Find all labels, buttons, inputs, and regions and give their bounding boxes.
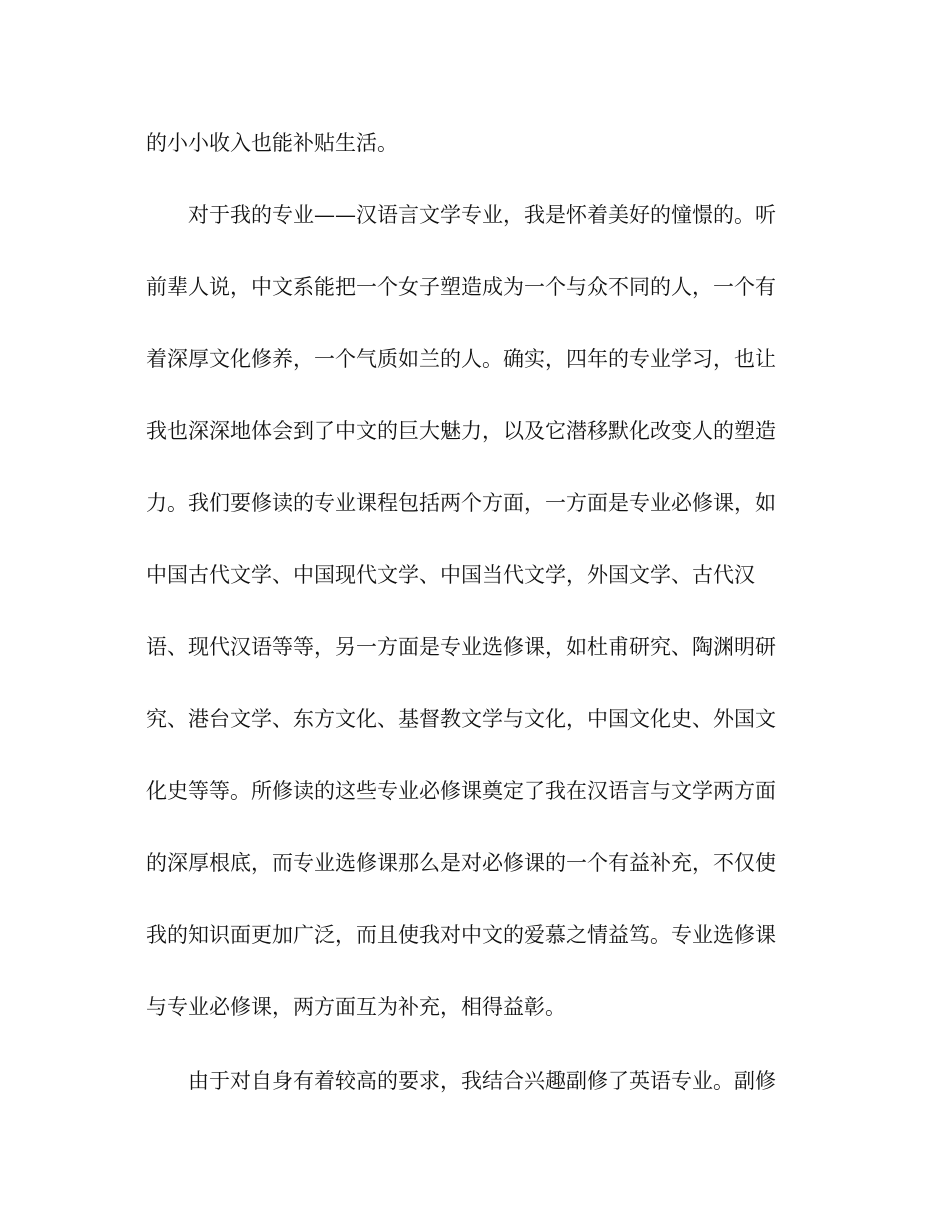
text-line-3: 前辈人说，中文系能把一个女子塑造成为一个与众不同的人，一个有 [146,275,776,299]
text-line-9: 究、港台文学、东方文化、基督教文学与文化，中国文化史、外国文 [146,707,776,731]
text-line-8: 语、现代汉语等等，另一方面是专业选修课，如杜甫研究、陶渊明研 [146,635,776,659]
text-line-12: 我的知识面更加广泛，而且使我对中文的爱慕之情益笃。专业选修课 [146,923,776,947]
text-line-1: 的小小收入也能补贴生活。 [146,131,398,155]
text-line-11: 的深厚根底，而专业选修课那么是对必修课的一个有益补充，不仅使 [146,851,776,875]
text-line-5: 我也深深地体会到了中文的巨大魅力，以及它潜移默化改变人的塑造 [146,419,776,443]
text-line-14-paragraph-start: 由于对自身有着较高的要求，我结合兴趣副修了英语专业。副修 [188,1069,776,1093]
text-line-6: 力。我们要修读的专业课程包括两个方面，一方面是专业必修课，如 [146,491,776,515]
text-line-2-paragraph-start: 对于我的专业——汉语言文学专业，我是怀着美好的憧憬的。听 [188,203,776,227]
text-line-13: 与专业必修课，两方面互为补充，相得益彰。 [146,995,566,1019]
text-line-4: 着深厚文化修养，一个气质如兰的人。确实，四年的专业学习，也让 [146,347,776,371]
text-line-7: 中国古代文学、中国现代文学、中国当代文学，外国文学、古代汉 [146,563,755,587]
text-line-10: 化史等等。所修读的这些专业必修课奠定了我在汉语言与文学两方面 [146,779,776,803]
